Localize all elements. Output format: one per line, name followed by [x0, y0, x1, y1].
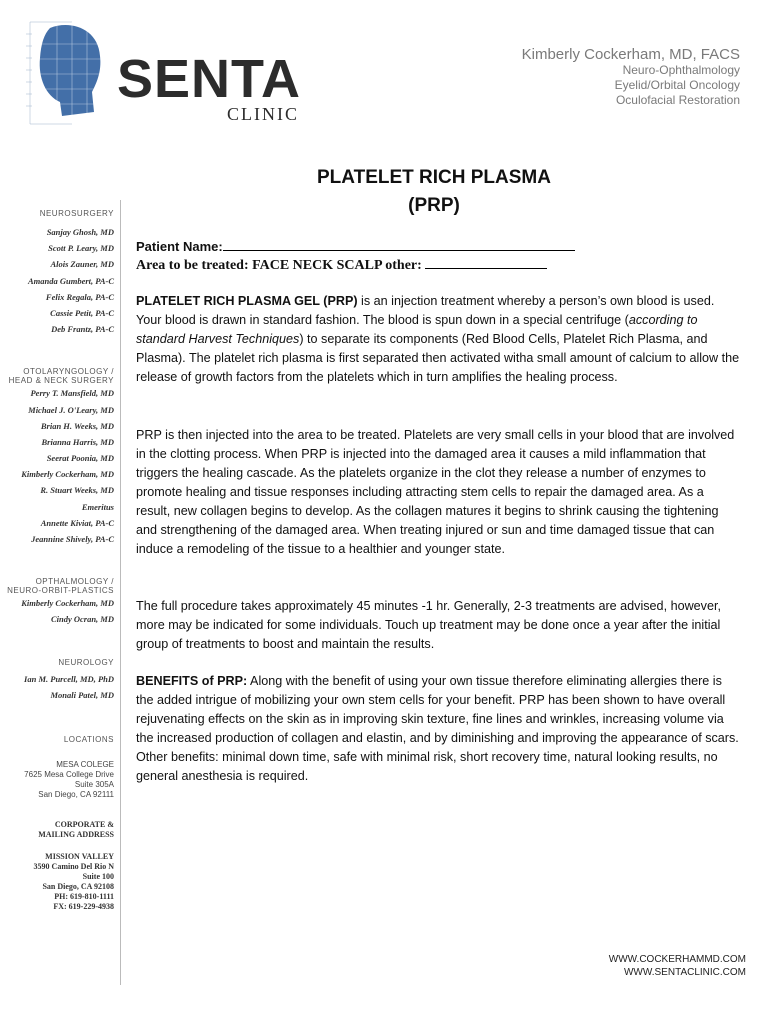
- section-title-ophthalmology: NEURO-ORBIT-PLASTICS: [7, 586, 114, 596]
- footer-websites: [609, 953, 746, 979]
- patient-name-row: [136, 238, 736, 256]
- staff-member: Seerat Poonia, MD: [46, 453, 114, 464]
- senta-logo: [22, 14, 302, 134]
- staff-member: Kimberly Cockerham, MD: [21, 469, 114, 480]
- specialty: Oculofacial Restoration: [615, 93, 740, 107]
- address-line: MESA COLEGE: [56, 759, 114, 769]
- logo-wordmark: SENTA: [117, 49, 302, 109]
- fax-number: FX: 619-229-4938: [53, 901, 114, 911]
- area-label: Area to be treated: FACE NECK SCALP other:: [136, 258, 426, 273]
- benefits-text: Along with the benefit of using your own tissue therefore eliminating allergies there is the added intrigue of mobilizing your own stem cells for your benefit. PRP has been shown to have overall rejuvenating effects on the skin as in improving skin texture, fine lines and wrinkles, increasing volume via the increased production of collagen and elastin, and by diminishing and improving the appearance of scars. Other benefits: minimal down time, safe with minimal risk, short recovery time, natural looking results, no general anesthesia is required.: [136, 674, 739, 783]
- patient-name-label: Patient Name:: [136, 239, 223, 254]
- intro-text: is an injection treatment whereby a person’s own blood is used. Your blood is drawn in standard fashion. The blood is spun down in a special centrifuge (: [136, 294, 715, 327]
- website-link[interactable]: WWW.COCKERHAMMD.COM: [608, 954, 746, 965]
- staff-sidebar: [0, 205, 114, 912]
- section-title-ent: HEAD & NECK SURGERY: [8, 376, 114, 386]
- section-title-locations: LOCATIONS: [63, 734, 114, 744]
- intro-bold: PLATELET RICH PLASMA GEL (PRP): [136, 294, 358, 308]
- document-title: [136, 164, 732, 220]
- address-line: San Diego, CA 92111: [38, 789, 114, 799]
- section-title-neurosurgery: NEUROSURGERY: [39, 209, 114, 218]
- doctor-header: [522, 46, 740, 108]
- section-title-ophthalmology: OPTHALMOLOGY /: [35, 577, 114, 587]
- area-other-blank[interactable]: [425, 256, 547, 269]
- staff-member: Deb Frantz, PA-C: [51, 324, 114, 335]
- specialty: Eyelid/Orbital Oncology: [614, 78, 740, 92]
- paragraph-intro: [136, 292, 740, 387]
- phone-number: PH: 619-810-1111: [54, 891, 114, 901]
- staff-member: Sanjay Ghosh, MD: [46, 227, 114, 237]
- staff-member: Brian H. Weeks, MD: [40, 420, 114, 431]
- sidebar-divider: [120, 200, 121, 985]
- address-line: Suite 305A: [74, 779, 114, 789]
- staff-member: R. Stuart Weeks, MD: [40, 485, 114, 496]
- staff-member: Monali Patel, MD: [50, 689, 114, 700]
- staff-member: Alois Zauner, MD: [50, 259, 114, 270]
- address-line: 7625 Mesa College Drive: [24, 769, 114, 779]
- staff-member: Cindy Ocran, MD: [50, 614, 114, 625]
- address-line: 3590 Camino Del Rio N: [33, 861, 114, 871]
- staff-member: Emeritus: [81, 501, 114, 512]
- staff-member: Felix Regala, PA-C: [45, 291, 114, 302]
- address-line: Suite 100: [82, 871, 114, 881]
- section-title-neurology: NEUROLOGY: [58, 657, 114, 667]
- patient-name-blank[interactable]: [223, 238, 575, 251]
- paragraph-benefits: [136, 672, 740, 786]
- title-line-1: PLATELET RICH PLASMA: [317, 167, 551, 188]
- staff-member: Ian M. Purcell, MD, PhD: [24, 673, 114, 684]
- patient-fields: [136, 238, 736, 275]
- section-title-ent: OTOLARYNGOLOGY /: [23, 367, 114, 377]
- staff-member: Scott P. Leary, MD: [48, 243, 114, 254]
- specialty: Neuro-Ophthalmology: [622, 63, 740, 77]
- intro-text-2: ) to separate its components (Red Blood Cells, Platelet Rich Plasma, and Plasma). The platelet rich plasma is first separated then activated witha small amount of calcium to allow the release of growth factors from the platelets which in turn amplifies the healing process.: [136, 332, 740, 384]
- staff-member: Michael J. O'Leary, MD: [28, 404, 114, 415]
- website-link[interactable]: WWW.SENTACLINIC.COM: [623, 967, 746, 978]
- address-heading: MAILING ADDRESS: [38, 829, 114, 839]
- staff-member: Kimberly Cockerham, MD: [21, 598, 114, 609]
- intro-italic: according to standard Harvest Techniques: [136, 313, 698, 346]
- staff-member: Cassie Petit, PA-C: [50, 307, 114, 318]
- address-line: San Diego, CA 92108: [42, 881, 114, 891]
- staff-member: Jeannine Shively, PA-C: [31, 534, 114, 544]
- paragraph-injection: PRP is then injected into the area to be treated. Platelets are very small cells in your blood that are involved in the clotting process. When PRP is injected into the damaged area it causes a mild inflammation that triggers the healing cascade. As the platelets organize in the clot they release a number of enzymes to promote healing and tissue responses including attracting stem cells to repair the damaged area. As a result, new collagen begins to develop. As the collagen matures it begins to shrink causing the tightening and strengthening of the damaged area. When treating injured or sun and time damaged tissue that can induce a remodeling of the tissue to a healthier and younger state.: [136, 428, 735, 556]
- address-heading: CORPORATE &: [54, 819, 114, 829]
- benefits-bold: BENEFITS of PRP:: [136, 674, 248, 688]
- head-grid-icon: [22, 14, 112, 134]
- area-row: [136, 256, 736, 275]
- staff-member: Annette Kiviat, PA-C: [40, 517, 114, 528]
- doctor-name: Kimberly Cockerham, MD, FACS: [521, 46, 740, 63]
- logo-subtitle: CLINIC: [227, 104, 299, 124]
- title-line-2: (PRP): [408, 195, 460, 216]
- staff-member: Perry T. Mansfield, MD: [30, 388, 114, 399]
- staff-member: Amanda Gumbert, PA-C: [27, 275, 114, 286]
- address-line: MISSION VALLEY: [45, 851, 114, 861]
- paragraph-procedure: The full procedure takes approximately 45 minutes -1 hr. Generally, 2-3 treatments are advised, however, more may be indicated for some individuals. Touch up treatment may be done once a year after the initial group of treatments to boost and maintain the results.: [136, 599, 721, 651]
- staff-member: Brianna Harris, MD: [41, 436, 114, 447]
